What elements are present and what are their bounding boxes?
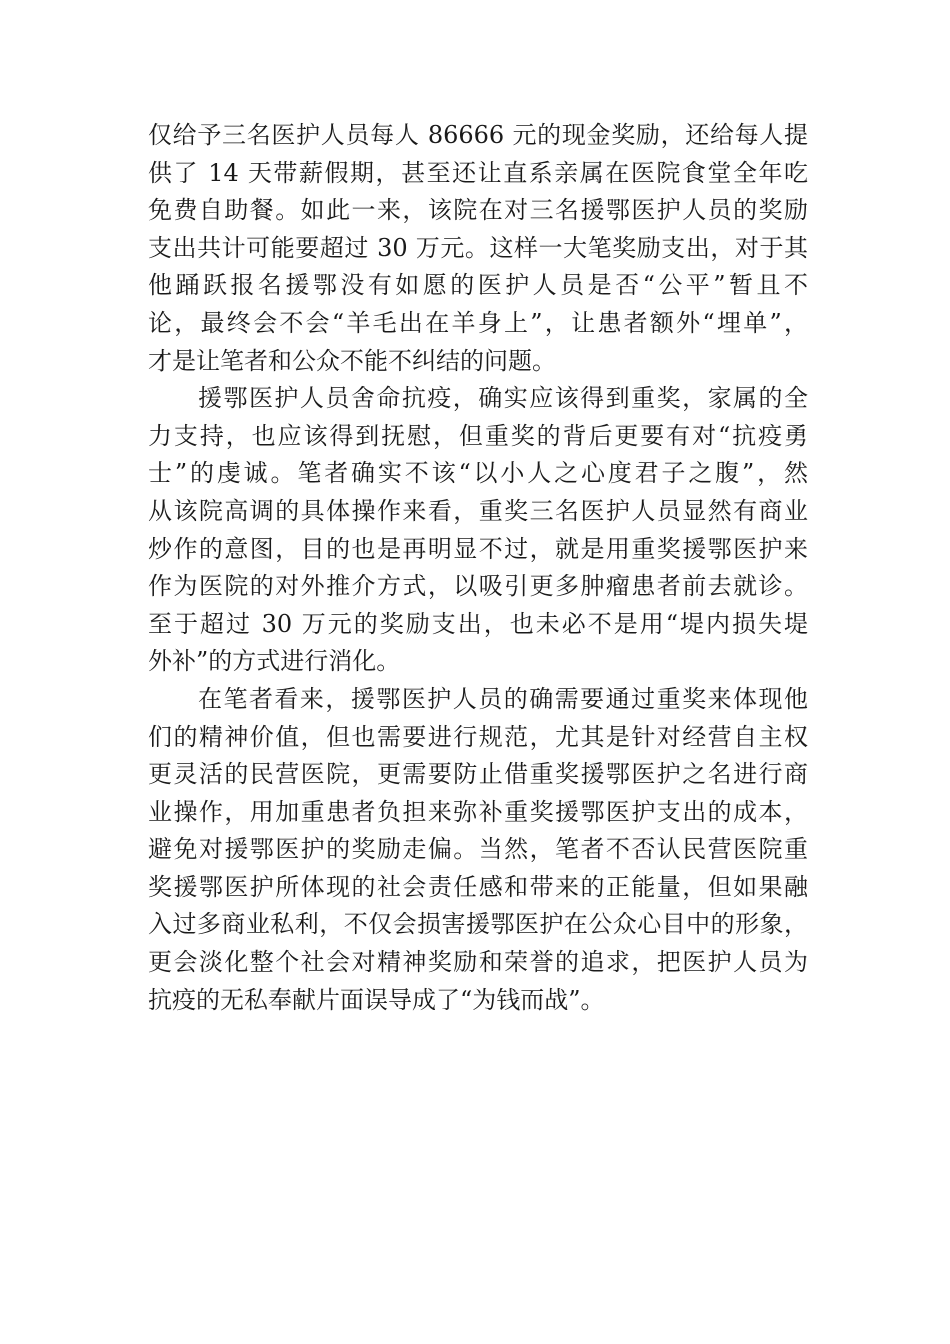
text-line: 仅给予三名医护人员每人 86666 元的现金奖励，还给每人提: [148, 121, 808, 149]
text-line: 才是让笔者和公众不能不纠结的问题。: [148, 346, 556, 375]
text-line: 入过多商业私利，不仅会损害援鄂医护在公众心目中的形象，: [148, 910, 808, 939]
text-line: 支出共计可能要超过 30 万元。这样一大笔奖励支出，对于其: [148, 233, 808, 262]
text-line: 更会淡化整个社会对精神奖励和荣誉的追求，把医护人员为: [148, 948, 808, 977]
text-line: 在笔者看来，援鄂医护人员的确需要通过重奖来体现他: [198, 684, 808, 713]
text-line: 他踊跃报名援鄂没有如愿的医护人员是否“公平”暂且不: [148, 271, 808, 300]
text-line: 免费自助餐。如此一来，该院在对三名援鄂医护人员的奖励: [148, 196, 808, 225]
text-line: 供了 14 天带薪假期，甚至还让直系亲属在医院食堂全年吃: [148, 158, 808, 187]
text-line: 作为医院的对外推介方式，以吸引更多肿瘤患者前去就诊。: [148, 572, 808, 601]
text-line: 论，最终会不会“羊毛出在羊身上”，让患者额外“埋单”，: [148, 308, 808, 337]
text-line: 至于超过 30 万元的奖励支出，也未必不是用“堤内损失堤: [148, 609, 808, 638]
paragraph-3: [148, 681, 808, 1019]
paragraph-2: [148, 380, 808, 681]
text-line: 从该院高调的具体操作来看，重奖三名医护人员显然有商业: [148, 496, 808, 525]
text-line: 避免对援鄂医护的奖励走偏。当然，笔者不否认民营医院重: [148, 835, 808, 864]
article-body: [148, 117, 808, 1019]
text-line: 奖援鄂医护所体现的社会责任感和带来的正能量，但如果融: [148, 872, 808, 901]
text-line: 业操作，用加重患者负担来弥补重奖援鄂医护支出的成本，: [148, 797, 808, 826]
paragraph-1: [148, 117, 808, 380]
text-line: 援鄂医护人员舍命抗疫，确实应该得到重奖，家属的全: [198, 384, 808, 413]
text-line: 力支持，也应该得到抚慰，但重奖的背后更要有对“抗疫勇: [148, 421, 808, 450]
text-line: 抗疫的无私奉献片面误导成了“为钱而战”。: [148, 985, 605, 1014]
text-line: 更灵活的民营医院，更需要防止借重奖援鄂医护之名进行商: [148, 760, 808, 789]
text-line: 外补”的方式进行消化。: [148, 647, 401, 676]
text-line: 士”的虔诚。笔者确实不该“以小人之心度君子之腹”，然: [148, 459, 808, 488]
text-line: 们的精神价值，但也需要进行规范，尤其是针对经营自主权: [148, 722, 808, 751]
text-line: 炒作的意图，目的也是再明显不过，就是用重奖援鄂医护来: [148, 534, 808, 563]
